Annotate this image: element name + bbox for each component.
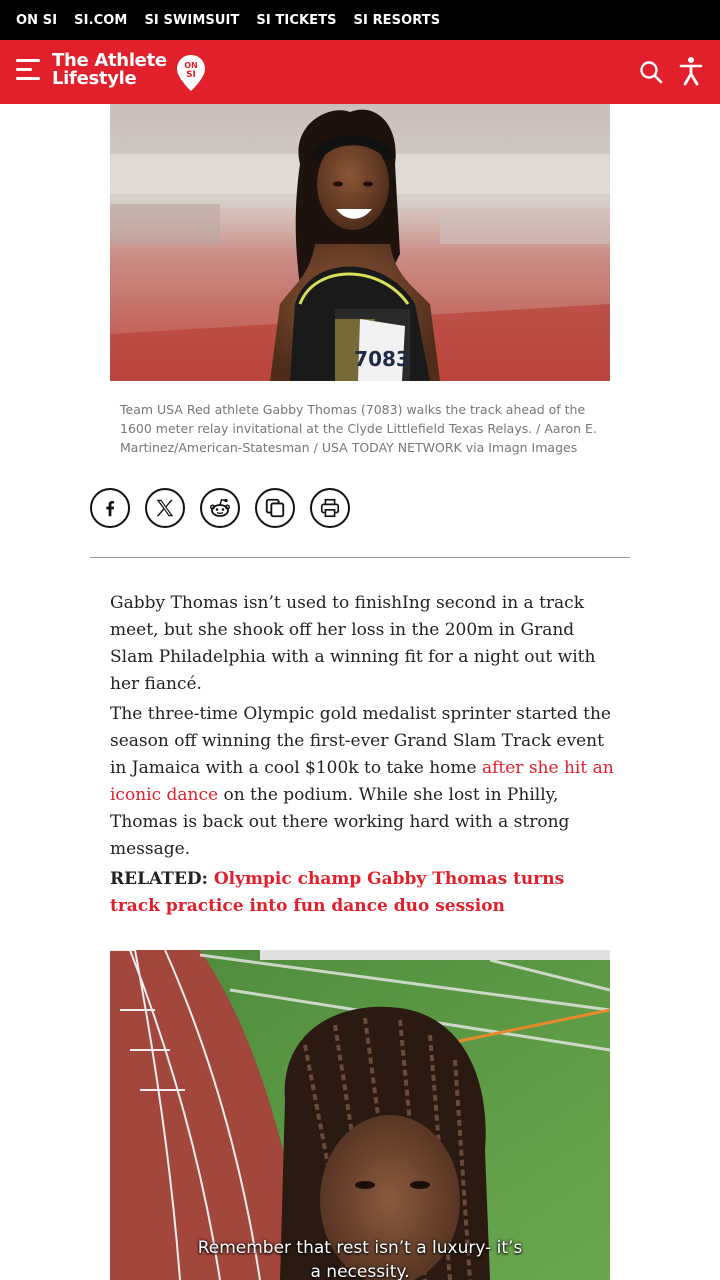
share-x-button[interactable] [145,488,185,528]
x-icon [154,497,176,519]
on-si-badge-icon [176,54,206,92]
article-paragraph: The three-time Olympic gold medalist sprinter started the season off winning the first-ever Grand Slam Track event in Jamaica with a cool $100k to take home after she hit an iconic dance on the podium. While she lost in Philly, Thomas is back out there working hard with a strong message. [110,704,614,859]
image-caption: Team USA Red athlete Gabby Thomas (7083) walks the track ahead of the 1600 meter relay invitational at the Clyde Littlefield Texas Relays. / Aaron E. Martinez/American-Statesman / USA TODAY NETWORK via Imagn Images [120,402,597,455]
print-button[interactable] [310,488,350,528]
share-facebook-button[interactable] [90,488,130,528]
share-divider [90,557,630,558]
related-label: RELATED: [110,869,208,889]
reddit-icon [208,496,232,520]
site-header [0,40,720,104]
logo-wordmark: The Athlete Lifestyle [52,50,167,89]
accessibility-icon[interactable] [679,56,703,86]
copy-link-button[interactable] [255,488,295,528]
embedded-video[interactable] [110,950,610,1280]
print-icon [319,497,341,519]
share-bar [90,488,350,528]
svg-text:7083: 7083 [354,347,410,371]
iconic-dance-link[interactable]: after she hit an iconic dance [110,758,614,805]
hero-image [110,104,610,381]
article-paragraph: Gabby Thomas isn’t used to finishIng second in a track meet, but she shook off her loss in the 200m in Grand Slam Philadelphia with a winning fit for a night out with her fiancé. [110,593,596,694]
share-reddit-button[interactable] [200,488,240,528]
topnav-si-resorts[interactable]: SI RESORTS [353,12,441,28]
topnav-si-swimsuit[interactable]: SI SWIMSUIT [144,12,240,28]
menu-icon[interactable] [16,59,40,81]
athlete-photo [110,104,610,381]
related-story [110,866,615,920]
video-subtitle: a necessity. [310,1262,410,1280]
topnav-si-com[interactable]: SI.COM [74,12,128,28]
track-selfie-image [110,950,610,1280]
copy-icon [264,497,286,519]
top-nav [0,0,720,40]
svg-text:ON: ON [184,61,198,70]
svg-text:SI: SI [186,70,196,80]
related-story-link[interactable]: Olympic champ Gabby Thomas turns track practice into fun dance duo session [110,869,565,916]
search-icon[interactable] [639,60,663,84]
facebook-icon [99,497,121,519]
topnav-on-si[interactable]: ON SI [16,12,58,28]
video-subtitle: Remember that rest isn’t a luxury- it’s [197,1238,523,1258]
topnav-si-tickets[interactable]: SI TICKETS [256,12,337,28]
